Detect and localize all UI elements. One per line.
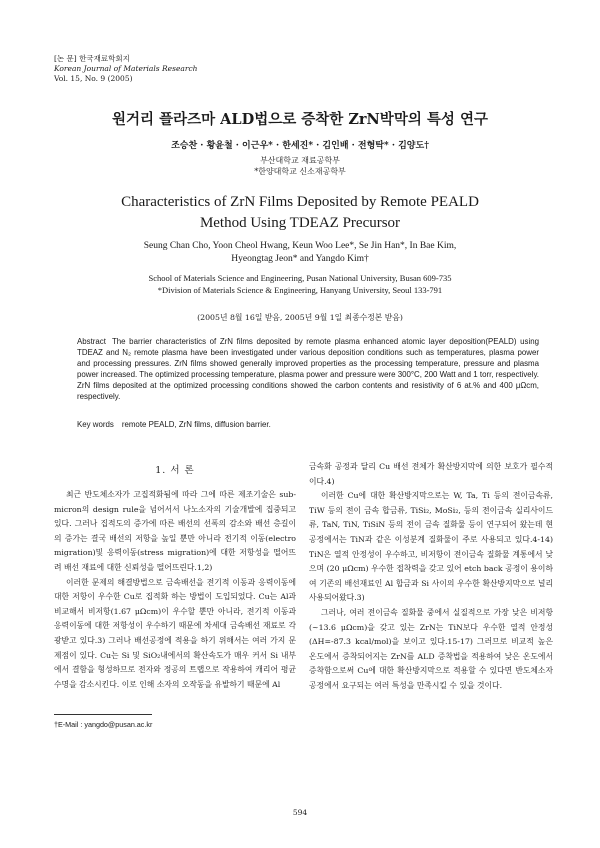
journal-volume: Vol. 15, No. 9 (2005) <box>54 74 133 83</box>
right-column <box>309 460 553 694</box>
authors-en-line-2: Hyeongtag Jeon* and Yangdo Kim† <box>231 254 369 264</box>
affiliation-ko-2: *한양대학교 신소재공학부 <box>254 167 346 176</box>
journal-header <box>54 54 197 84</box>
authors-en-line-1: Seung Chan Cho, Yoon Cheol Hwang, Keun Woo Lee*, Se Jin Han*, In Bae Kim, <box>143 241 457 251</box>
keywords-label: Key words <box>77 420 114 429</box>
footnote-email: †E-Mail : yangdo@pusan.ac.kr <box>54 720 153 729</box>
affiliation-ko-1: 부산대학교 재료공학부 <box>260 156 340 165</box>
left-paragraph-1: 최근 반도체소자가 고집적화됨에 따라 그에 따른 제조기술은 sub-micron의 design rule을 넘어서서 나노소자의 기술개발에 집중되고 있다. 그러나 집적도의 증가에 따른 배선의 선폭의 감소와 배선 층길이의 증가는 결국 배선의 저항을 높일 뿐만 아니라 전기적 이동(electro migration)및 응력이동(stress migration)에 대한 저항성을 떨어뜨려 배선 재료에 대한 신뢰성을 떨어뜨린다.1,2) <box>54 490 296 572</box>
affiliations-english <box>0 272 600 296</box>
left-paragraph-2: 이러한 문제의 해결방법으로 금속배선을 전기적 이동과 응력이동에 대한 저항이 우수한 Cu로 집적화 하는 방법이 도입되었다. Cu는 Al과 비교해서 비저항(1.67 μΩcm)이 우수할 뿐만 아니라, 전기적 이동과 응력이동에 대한 저항성이 우수하기 때문에 차세대 금속배선 재료로 각광받고 있다.3) 그러나 배선공정에 적용을 하기 위해서는 여러 가지 문제점이 있다. Cu는 Si 및 SiO₂내에서의 확산속도가 매우 커서 Si 내부에서 결함을 형성하므로 전자와 정공의 트랩으로 작용하여 캐리어 평균 수명을 감소시킨다. 이로 인해 소자의 오작동을 유발하기 때문에 Al <box>54 577 296 689</box>
abstract-label: Abstract <box>77 337 106 346</box>
page-number: 594 <box>292 808 308 817</box>
left-column <box>54 488 296 692</box>
keywords-text: remote PEALD, ZrN films, diffusion barrier. <box>121 420 271 429</box>
authors-korean: 조승찬 · 황윤철 · 이근우* · 한세진* · 김인배 · 전형탁* · 김양도† <box>171 141 429 151</box>
journal-header-ko: [논 문] 한국재료학회지 <box>54 54 130 63</box>
section-heading-introduction: 1. 서 론 <box>155 465 195 476</box>
affiliation-en-1: School of Materials Science and Engineering, Pusan National University, Busan 609-735 <box>148 273 452 283</box>
abstract <box>77 336 539 403</box>
title-english <box>0 192 600 234</box>
right-paragraph-1: 금속화 공정과 달리 Cu 배선 전체가 확산방지막에 의한 보호가 필수적이다.4) <box>309 462 553 486</box>
affiliations-korean <box>0 155 600 177</box>
affiliation-en-2: *Division of Materials Science & Engineering, Hanyang University, Seoul 133-791 <box>157 285 443 295</box>
received-dates: (2005년 8월 16일 받음, 2005년 9월 1일 최종수정본 받음) <box>197 313 403 322</box>
right-paragraph-2: 이러한 Cu에 대한 확산방지막으로는 W, Ta, Ti 등의 전이금속류, TiW 등의 전이 금속 합금류, TiSi₂, MoSi₂, 등의 전이금속 실리사이드류, TaN, TiN, TiSiN 등의 전이 금속 질화물 등이 연구되어 왔는데 현 공정에서는 TiN과 같은 이성분계 질화물이 주로 사용되고 있다.4-14) TiN은 열적 안정성이 우수하고, 비저항이 전이금속 질화물 계통에서 낮으며 (20 μΩcm) 우수한 접착력을 갖고 있어 etch back 공정이 용이하여 기존의 배선재료인 Al 합금과 Si 사이의 우수한 확산방지막으로 널리 사용되어왔다.3) <box>309 491 553 603</box>
title-korean: 원거리 플라즈마 ALD법으로 증착한 ZrN박막의 특성 연구 <box>112 111 488 128</box>
title-en-line-1: Characteristics of ZrN Films Deposited by Remote PEALD <box>121 194 479 210</box>
footnote-rule <box>54 714 152 715</box>
right-paragraph-3: 그러나, 여러 전이금속 질화물 중에서 실질적으로 가장 낮은 비저항(~13.6 μΩcm)을 갖고 있는 ZrN는 TiN보다 우수한 열적 안정성(ΔH=-87.3 kcal/mol)을 보이고 있다.15-17) 그러므로 비교적 높은 온도에서 증착되어지는 ZrN를 ALD 증착법을 적용하여 낮은 온도에서 증착함으로써 Cu에 대한 확산방지막으로 적용할 수 있다면 반도체소자 공정에서 요구되는 여러 특성을 만족시킬 수 있을 것이다. <box>309 607 553 690</box>
keywords <box>77 420 539 429</box>
authors-english <box>0 240 600 266</box>
abstract-text: The barrier characteristics of ZrN films deposited by remote plasma enhanced atomic layer deposition(PEALD) using TDEAZ and N₂ remote plasma have been investigated under various deposition conditions such as temperatures, plasma power and processing pressures. ZrN films showed generally improved properties as the processing temperature, pressure and plasma power increased. The optimized processing temperature, plasma power and pressure were 300°C, 200 Watt and 1 torr, respectively. ZrN films deposited at the optimized processing conditions showed the carbon contents and resistivity of 6 at.% and 400 μΩcm, respectively. <box>77 337 539 402</box>
title-en-line-2: Method Using TDEAZ Precursor <box>199 215 401 231</box>
journal-header-en: Korean Journal of Materials Research <box>54 64 198 73</box>
